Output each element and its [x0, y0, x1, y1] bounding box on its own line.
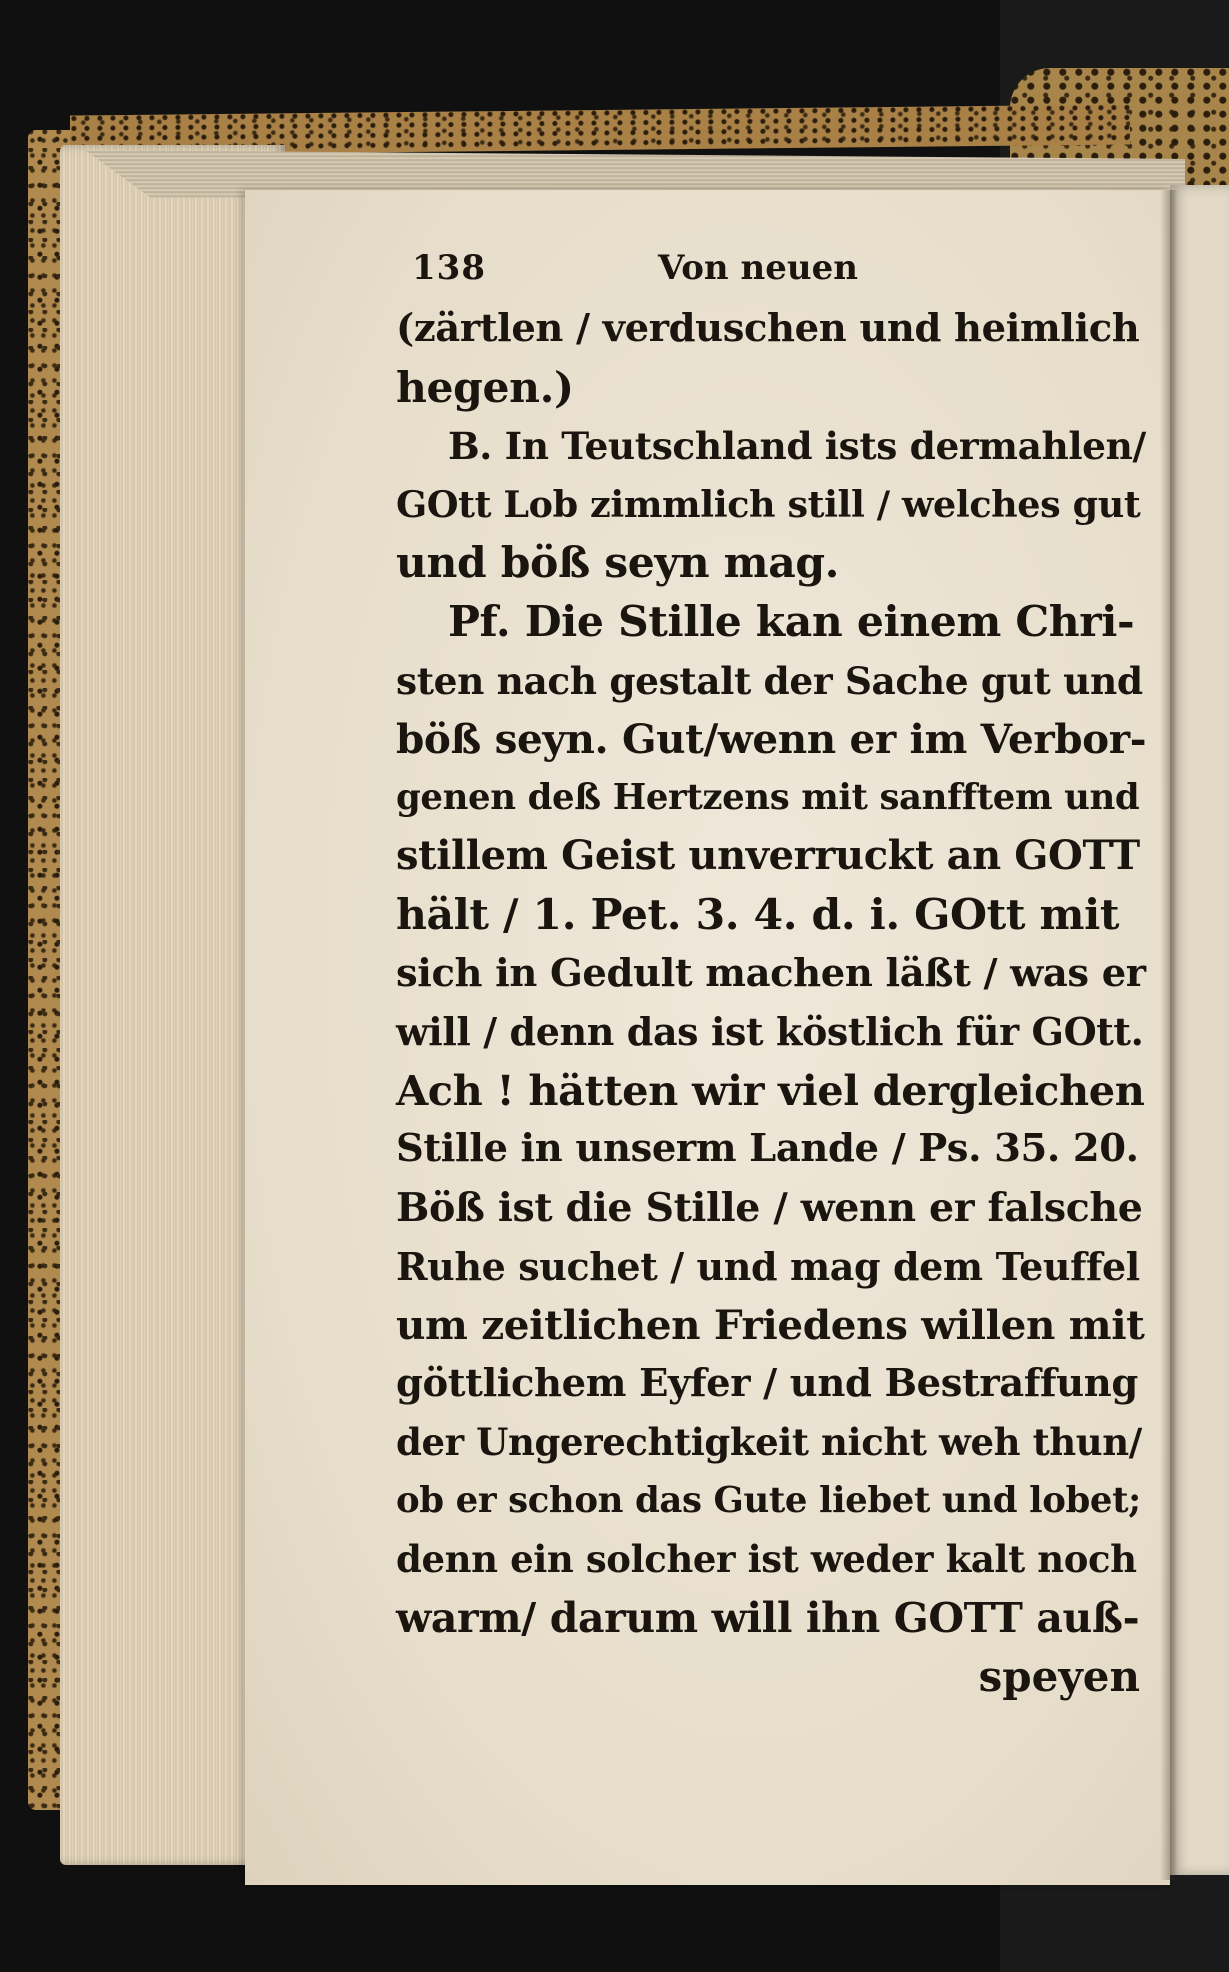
facing-page: [1170, 185, 1229, 1875]
text-line: ob er schon das Gute liebet und lobet;: [396, 1479, 1141, 1521]
text-line: Ach ! hätten wir viel dergleichen: [396, 1065, 1145, 1115]
text-line: um zeitlichen Friedens willen mit: [396, 1301, 1145, 1350]
text-line: B. In Teutschland ists dermahlen/: [448, 424, 1146, 469]
text-line: denn ein solcher ist weder kalt noch: [396, 1537, 1137, 1582]
text-line: Pf. Die Stille kan einem Chri-: [448, 596, 1135, 647]
page-text-block: [396, 240, 1146, 1706]
text-line: hält / 1. Pet. 3. 4. d. i. GOtt mit: [396, 889, 1120, 940]
text-line: warm/ darum will ihn GOTT auß-: [396, 1594, 1140, 1643]
text-line: sich in Gedult machen läßt / was er: [396, 950, 1146, 996]
page-header: [396, 240, 1146, 300]
text-line: und böß seyn mag.: [396, 538, 840, 589]
gutter-shadow: [1160, 190, 1178, 1880]
catchword: speyen: [978, 1651, 1140, 1701]
text-line: göttlichem Eyfer / und Bestraffung: [396, 1360, 1138, 1406]
text-line: Ruhe suchet / und mag dem Teuffel: [396, 1243, 1140, 1289]
text-line: will / denn das ist köstlich für GOtt.: [396, 1009, 1144, 1055]
text-line: böß seyn. Gut/wenn er im Verbor-: [396, 715, 1147, 764]
text-line: hegen.): [396, 362, 574, 413]
text-line: GOtt Lob zimmlich still / welches gut: [396, 482, 1141, 526]
text-line: (zärtlen / verduschen und heimlich: [396, 306, 1140, 351]
text-line: stillem Geist unverruckt an GOTT: [396, 832, 1140, 880]
text-line: Böß ist die Stille / wenn er falsche: [396, 1184, 1143, 1231]
text-line: genen deß Hertzens mit sanfftem und: [396, 776, 1140, 818]
text-line: der Ungerechtigkeit nicht weh thun/: [396, 1420, 1142, 1465]
page-number: 138: [412, 248, 486, 288]
running-head: Von neuen: [658, 248, 858, 288]
text-line: Stille in unserm Lande / Ps. 35. 20.: [396, 1126, 1139, 1172]
text-line: sten nach gestalt der Sache gut und: [396, 658, 1143, 703]
